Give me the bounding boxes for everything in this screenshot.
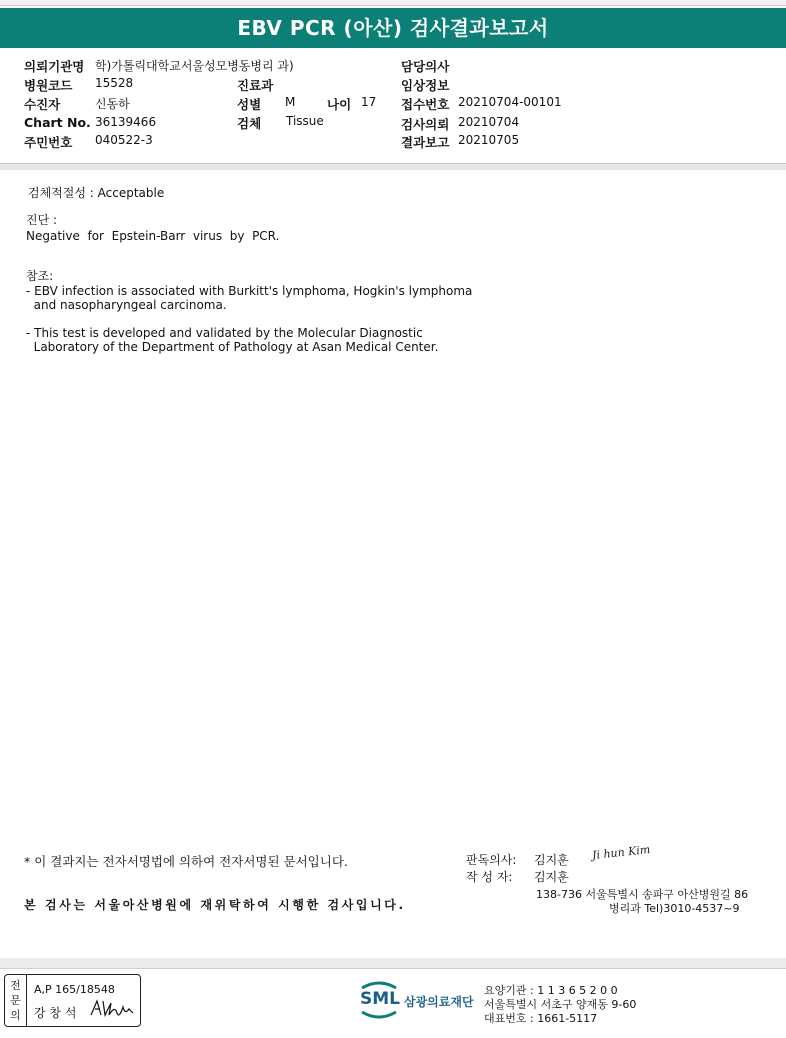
institution-code: 요양기관 : 1 1 3 6 5 2 0 0 — [484, 984, 618, 997]
sex-label: 성별 — [237, 97, 262, 112]
reader-name: 김지훈 — [534, 853, 569, 867]
address-text: 138-736 서울특별시 송파구 아산병원길 86 — [536, 888, 749, 901]
footer-divider — [0, 958, 786, 969]
report-date-label: 결과보고 — [401, 135, 450, 150]
institution-address: 서울특별시 서초구 양재동 9-60 — [484, 998, 637, 1011]
requester-label: 의뢰기관명 — [24, 59, 85, 74]
resident-no-value: 040522-3 — [95, 133, 153, 147]
report-title: EBV PCR (아산) 검사결과보고서 — [0, 8, 786, 48]
accession-label: 접수번호 — [401, 97, 450, 112]
doctor-label: 담당의사 — [401, 59, 450, 74]
institution-name: 삼광의료재단 — [404, 995, 474, 1009]
diagnosis-text: Negative for Epstein-Barr virus by PCR. — [26, 229, 280, 243]
outsourcing-note: 본 검사는 서울아산병원에 재위탁하여 시행한 검사입니다. — [24, 898, 406, 912]
accession-value: 20210704-00101 — [458, 95, 562, 109]
request-date-label: 검사의뢰 — [401, 117, 450, 132]
stamp-signature — [89, 997, 135, 1021]
dept-label: 진료과 — [237, 78, 274, 93]
chart-no-label: Chart No. — [24, 115, 91, 130]
stamp-char: 의 — [10, 1009, 21, 1022]
stamp-name: 강 창 석 — [34, 1006, 77, 1020]
sex-value: M — [285, 95, 296, 109]
requester-value: 학)가톨릭대학교서울성모병동병리 과) — [95, 59, 294, 73]
reference-1-line2: and nasopharyngeal carcinoma. — [26, 298, 227, 312]
clinical-info-label: 임상정보 — [401, 78, 450, 93]
hospital-code-label: 병원코드 — [24, 78, 73, 93]
specimen-label: 검체 — [237, 116, 262, 131]
reference-label: 참조: — [26, 269, 54, 283]
diagnosis-label: 진단 : — [26, 213, 58, 227]
report-date-value: 20210705 — [458, 133, 520, 147]
header-divider — [0, 163, 786, 170]
reader-label: 판독의사: — [466, 853, 517, 867]
sml-logo-text: SML — [360, 989, 400, 1009]
institution-phone: 대표번호 : 1661-5117 — [484, 1012, 598, 1025]
hospital-code-value: 15528 — [95, 76, 134, 90]
stamp-side-label — [5, 975, 27, 1026]
reference-2-line2: Laboratory of the Department of Pathology at Asan Medical Center. — [26, 340, 439, 354]
top-border — [0, 0, 786, 6]
reader-signature: Ji hun Kim — [591, 842, 651, 863]
reference-2-line1: - This test is developed and validated by the Molecular Diagnostic — [26, 326, 423, 340]
reference-1-line1: - EBV infection is associated with Burkitt's lymphoma, Hogkin's lymphoma — [26, 284, 473, 298]
chart-no-value: 36139466 — [95, 115, 157, 129]
age-label: 나이 — [327, 97, 352, 112]
specialist-stamp — [4, 974, 141, 1027]
specimen-value: Tissue — [286, 114, 324, 128]
stamp-char: 문 — [10, 994, 21, 1007]
resident-no-label: 주민번호 — [24, 135, 73, 150]
adequacy-text: 검체적절성 : Acceptable — [28, 186, 165, 200]
writer-label: 작 성 자: — [466, 870, 513, 884]
patient-value: 신동하 — [95, 97, 130, 111]
stamp-license: A,P 165/18548 — [34, 983, 115, 996]
request-date-value: 20210704 — [458, 115, 520, 129]
patient-label: 수진자 — [24, 97, 61, 112]
writer-name: 김지훈 — [534, 870, 569, 884]
stamp-char: 전 — [10, 979, 21, 992]
phone-text: 병리과 Tel)3010-4537~9 — [609, 902, 740, 915]
age-value: 17 — [361, 95, 377, 109]
esign-note: * 이 결과지는 전자서명법에 의하여 전자서명된 문서입니다. — [24, 854, 348, 869]
